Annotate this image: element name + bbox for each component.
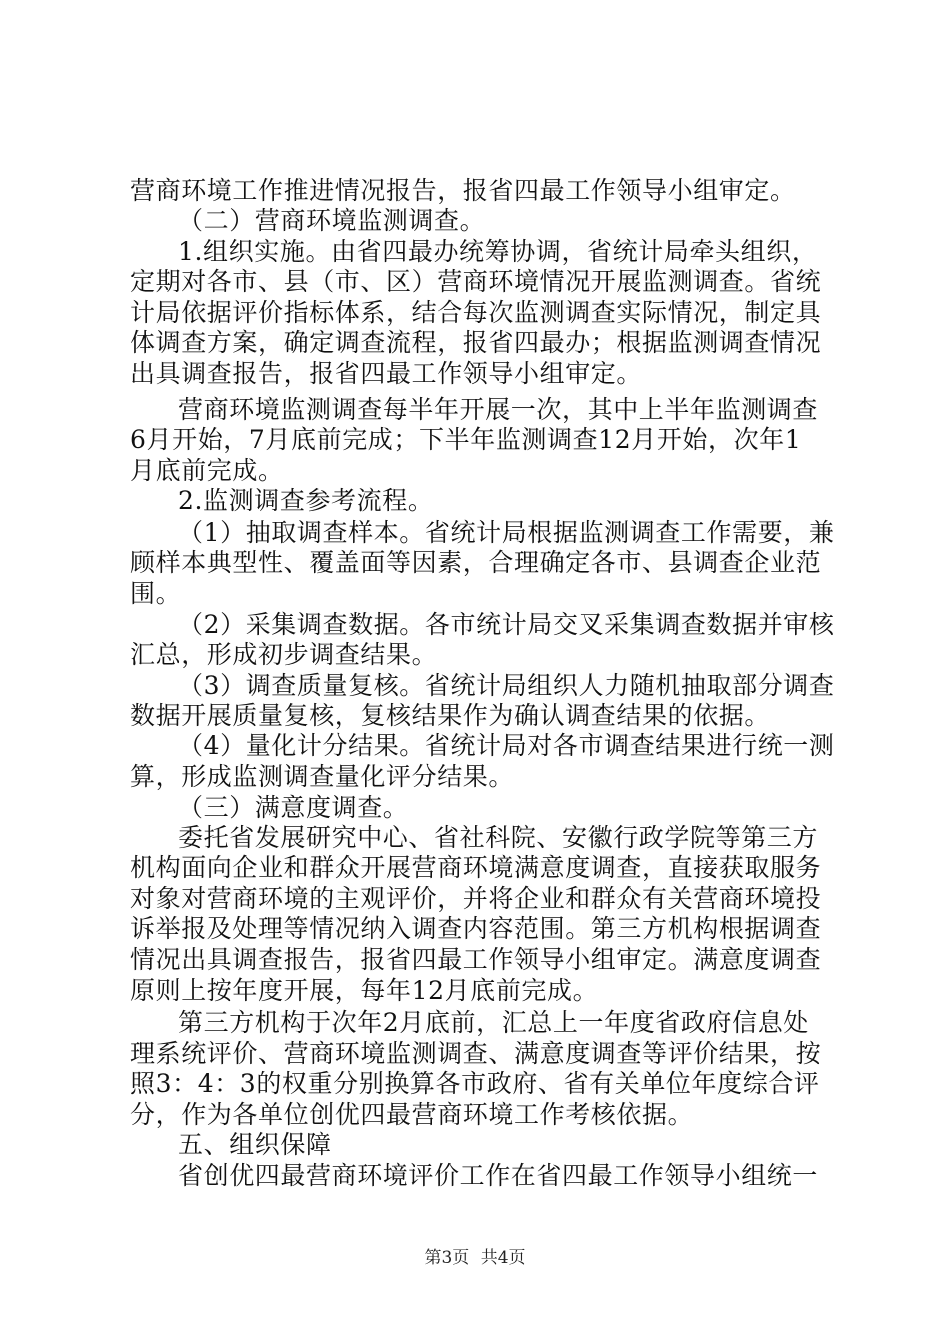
text-line: 机构面向企业和群众开展营商环境满意度调查，直接获取服务 xyxy=(130,853,822,882)
text-line: 月底前完成。 xyxy=(130,456,284,485)
text-line: 营商环境工作推进情况报告，报省四最工作领导小组审定。 xyxy=(130,176,796,205)
page-total: 共4页 xyxy=(480,1248,526,1268)
text-line: 定期对各市、县（市、区）营商环境情况开展监测调查。省统 xyxy=(130,267,822,296)
text-line: 诉举报及处理等情况纳入调查内容范围。第三方机构根据调查 xyxy=(130,914,822,943)
text-line: 省创优四最营商环境评价工作在省四最工作领导小组统一 xyxy=(178,1161,819,1190)
text-line: 1.组织实施。由省四最办统筹协调，省统计局牵头组织， xyxy=(178,237,818,266)
text-line: 情况出具调查报告，报省四最工作领导小组审定。满意度调查 xyxy=(130,945,822,974)
text-line: 第三方机构于次年2月底前，汇总上一年度省政府信息处 xyxy=(178,1008,809,1037)
text-line: 6月开始，7月底前完成；下半年监测调查12月开始，次年1 xyxy=(130,425,802,454)
section-heading: 五、组织保障 xyxy=(178,1130,332,1159)
section-heading: 2.监测调查参考流程。 xyxy=(178,486,434,515)
text-line: 体调查方案，确定调查流程，报省四最办；根据监测调查情况 xyxy=(130,328,822,357)
section-heading: （三）满意度调查。 xyxy=(178,793,409,822)
text-line: 汇总，形成初步调查结果。 xyxy=(130,640,438,669)
text-line: 照3：4：3的权重分别换算各市政府、省有关单位年度综合评 xyxy=(130,1069,820,1098)
page-footer xyxy=(0,1243,950,1268)
text-line: 算，形成监测调查量化评分结果。 xyxy=(130,762,515,791)
text-line: 顾样本典型性、覆盖面等因素，合理确定各市、县调查企业范 xyxy=(130,548,822,577)
text-line: 计局依据评价指标体系，结合每次监测调查实际情况，制定具 xyxy=(130,298,822,327)
text-line: 原则上按年度开展，每年12月底前完成。 xyxy=(130,976,599,1005)
text-line: 营商环境监测调查每半年开展一次，其中上半年监测调查 xyxy=(178,395,819,424)
text-line: 数据开展质量复核，复核结果作为确认调查结果的依据。 xyxy=(130,701,771,730)
page-number: 第3页 xyxy=(424,1248,470,1268)
text-line: （4）量化计分结果。省统计局对各市调查结果进行统一测 xyxy=(178,731,835,760)
text-line: （2）采集调查数据。各市统计局交叉采集调查数据并审核 xyxy=(178,610,835,639)
text-line: 围。 xyxy=(130,579,182,608)
section-heading: （二）营商环境监测调查。 xyxy=(178,206,486,235)
text-line: （1）抽取调查样本。省统计局根据监测调查工作需要，兼 xyxy=(178,518,835,547)
text-line: 理系统评价、营商环境监测调查、满意度调查等评价结果，按 xyxy=(130,1039,822,1068)
text-line: 分，作为各单位创优四最营商环境工作考核依据。 xyxy=(130,1100,694,1129)
text-line: 出具调查报告，报省四最工作领导小组审定。 xyxy=(130,359,643,388)
text-line: （3）调查质量复核。省统计局组织人力随机抽取部分调查 xyxy=(178,671,835,700)
text-line: 委托省发展研究中心、省社科院、安徽行政学院等第三方 xyxy=(178,823,819,852)
text-line: 对象对营商环境的主观评价，并将企业和群众有关营商环境投 xyxy=(130,884,822,913)
